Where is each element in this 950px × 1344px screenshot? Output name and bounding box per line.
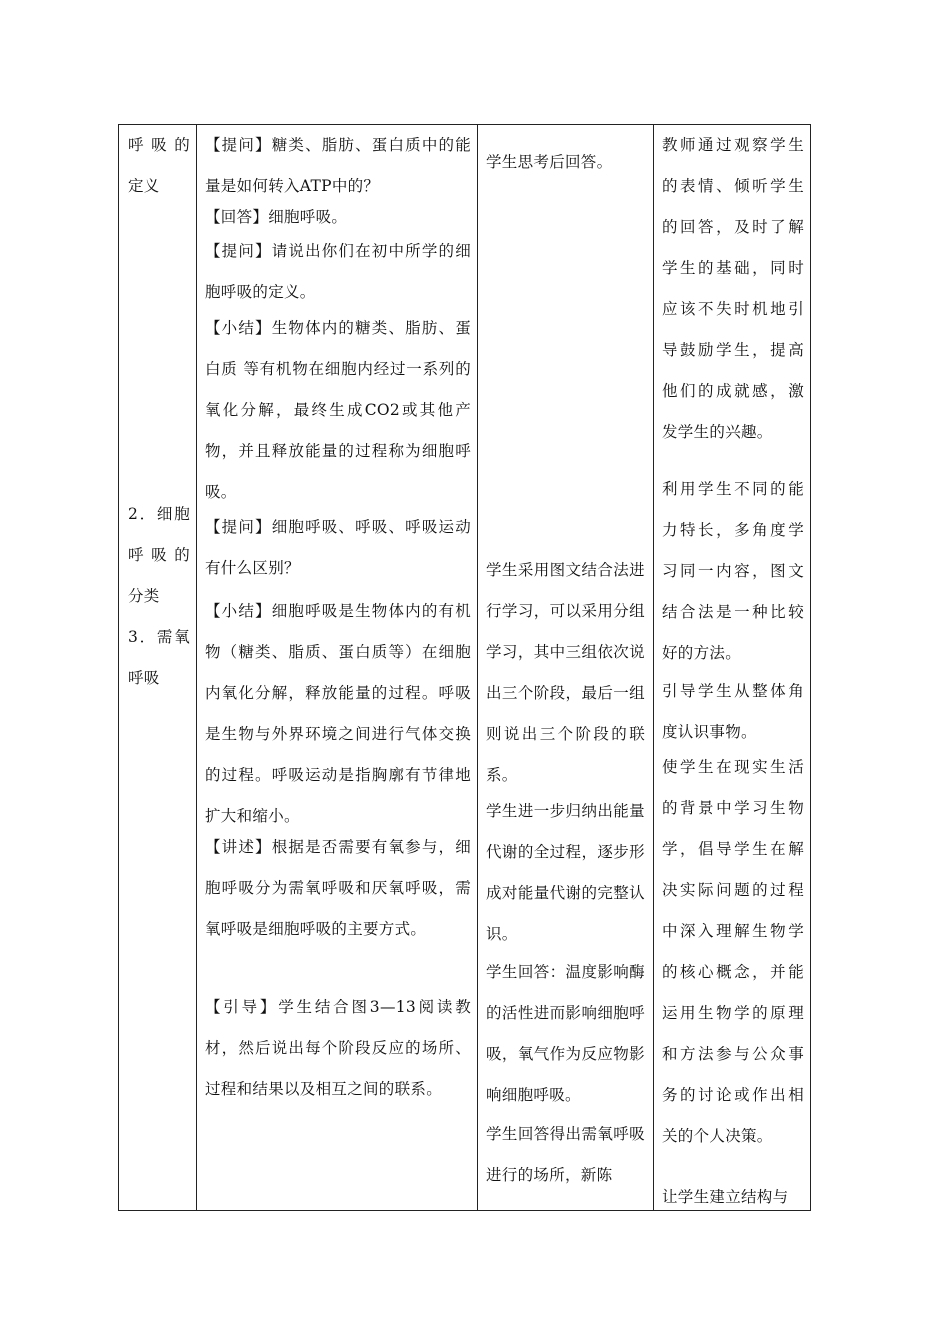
student-activity-4: 学生回答：温度影响酶的活性进而影响细胞呼吸，氧气作为反应物影响细胞呼吸。: [486, 963, 645, 1104]
design-intent-1: 教师通过观察学生的表情、倾听学生的回答，及时了解学生的基础，同时应该不失时机地引导鼓励学生，提高他们的成就感，激发学生的兴趣。: [662, 136, 804, 441]
teacher-question-3: 【提问】细胞呼吸、呼吸、呼吸运动有什么区别？: [205, 518, 471, 577]
design-intent-4: 使学生在现实生活的背景中学习生物学，倡导学生在解决实际问题的过程中深入理解生物学的核心概念，并能运用生物学的原理和方法参与公众事务的讨论或作出相关的个人决策。: [662, 758, 804, 1145]
topic-column: [119, 125, 196, 1210]
topic-classification: 2．细胞呼 吸 的分类: [128, 505, 190, 605]
student-activity-column: [477, 125, 653, 1210]
design-intent-column: [653, 125, 812, 1210]
teacher-summary-2: 【小结】细胞呼吸是生物体内的有机物（糖类、脂质、蛋白质等）在细胞内氧化分解，释放能量的过程。呼吸是生物与外界环境之间进行气体交换的过程。呼吸运动是指胸廓有节律地扩大和缩小。: [205, 602, 471, 825]
teacher-answer-1: 【回答】细胞呼吸。: [205, 208, 348, 226]
design-intent-3: 引导学生从整体角度认识事物。: [662, 682, 804, 741]
teacher-question-1: 【提问】糖类、脂肪、蛋白质中的能量是如何转入ATP中的？: [205, 136, 471, 195]
topic-aerobic: 3．需氧呼吸: [128, 628, 190, 687]
design-intent-2: 利用学生不同的能力特长，多角度学习同一内容，图文结合法是一种比较好的方法。: [662, 480, 804, 662]
teacher-summary-1: 【小结】生物体内的糖类、脂肪、蛋白质 等有机物在细胞内经过一系列的氧化分解，最终生成CO2或其他产物，并且释放能量的过程称为细胞呼吸。: [205, 319, 471, 501]
student-activity-5: 学生回答得出需氧呼吸进行的场所，新陈: [486, 1125, 645, 1184]
student-activity-1: 学生思考后回答。: [486, 153, 613, 171]
topic-definition: 呼 吸 的定义: [128, 136, 190, 195]
student-activity-3: 学生进一步归纳出能量代谢的全过程，逐步形成对能量代谢的完整认识。: [486, 802, 645, 943]
teacher-lecture: 【讲述】根据是否需要有氧参与，细胞呼吸分为需氧呼吸和厌氧呼吸，需氧呼吸是细胞呼吸的主要方式。: [205, 838, 471, 938]
teacher-question-2: 【提问】请说出你们在初中所学的细胞呼吸的定义。: [205, 242, 471, 301]
teacher-activity-column: [196, 125, 477, 1210]
design-intent-5: 让学生建立结构与: [662, 1188, 789, 1206]
student-activity-2: 学生采用图文结合法进行学习，可以采用分组学习，其中三组依次说出三个阶段，最后一组则说出三个阶段的联系。: [486, 561, 645, 784]
teacher-guide: 【引导】学生结合图3—13阅读教材，然后说出每个阶段反应的场所、过程和结果以及相互之间的联系。: [205, 998, 471, 1098]
lesson-plan-table: [118, 124, 811, 1211]
